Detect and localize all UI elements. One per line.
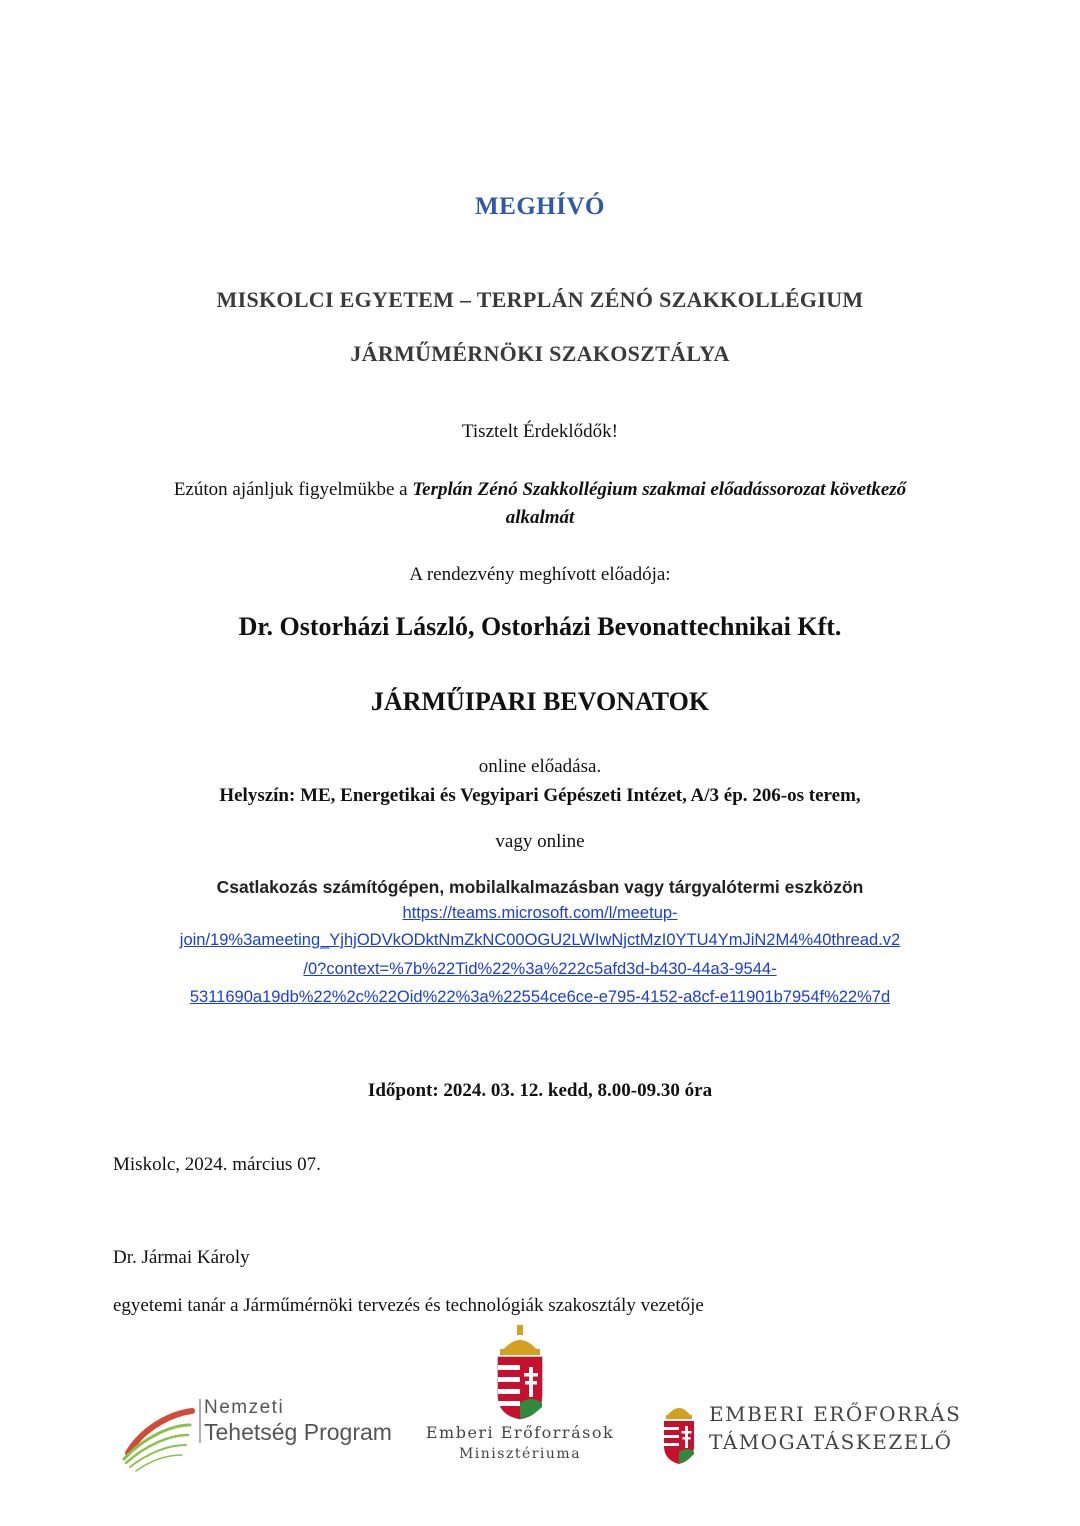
greeting: Tisztelt Érdeklődők! (461, 421, 619, 442)
ntp-swoosh-icon (120, 1395, 204, 1475)
document-title: MEGHÍVÓ (475, 193, 605, 220)
signer-role: egyetemi tanár a Járműmérnöki tervezés és technológiák szakosztály vezetője (113, 1295, 704, 1316)
online-note: online előadása. (478, 756, 602, 777)
intro-line-1 (0, 479, 1080, 501)
ntp-logo-line-1: Nemzeti (204, 1397, 285, 1418)
invited-speaker-label: A rendezvény meghívott előadója: (409, 564, 671, 585)
coat-of-arms-icon (490, 1325, 550, 1421)
intro-line-2 (0, 507, 1080, 529)
emmi-logo-line-1: Emberi Erőforrások (425, 1423, 615, 1442)
emet-logo (655, 1400, 985, 1470)
place-and-date: Miskolc, 2024. március 07. (113, 1154, 321, 1175)
intro-emphasis-2: alkalmát (505, 507, 575, 528)
organization-line-1: MISKOLCI EGYETEM – TERPLÁN ZÉNÓ SZAKKOLLÉGIUM (216, 287, 864, 312)
intro-emphasis: Terplán Zénó Szakkollégium szakmai előadássorozat következő (412, 479, 907, 500)
teams-link-line[interactable]: /0?context=%7b%22Tid%22%3a%222c5afd3d-b430-44a3-9544- (303, 960, 777, 978)
signer-name: Dr. Jármai Károly (113, 1247, 250, 1268)
intro-prefix: Ezúton ajánljuk figyelmükbe a (173, 479, 413, 500)
ntp-logo-line-2: Tehetség Program (204, 1419, 392, 1445)
emet-logo-line-1: EMBERI ERŐFORRÁS (709, 1402, 962, 1426)
emmi-logo (410, 1325, 630, 1475)
connect-label: Csatlakozás számítógépen, mobilalkalmazásban vagy tárgyalótermi eszközön (216, 877, 864, 897)
teams-link-line[interactable]: 5311690a19db%22%2c%22Oid%22%3a%22554ce6ce-e795-4152-a8cf-e11901b7954f%22%7d (189, 988, 891, 1006)
coat-of-arms-small-icon (659, 1400, 699, 1466)
teams-link-line[interactable]: join/19%3ameeting_YjhjODVkODktNmZkNC00OGU2LWIwNjctMzI0YTU4YmJiN2M4%40thread.v2 (179, 931, 901, 949)
ntp-logo (120, 1395, 410, 1475)
organization-line-2: JÁRMŰMÉRNÖKI SZAKOSZTÁLYA (350, 341, 730, 366)
venue: Helyszín: ME, Energetikai és Vegyipari Gépészeti Intézet, A/3 ép. 206-os terem, (219, 785, 861, 806)
emmi-logo-line-2: Minisztériuma (458, 1446, 582, 1462)
teams-link-line[interactable]: https://teams.microsoft.com/l/meetup- (402, 904, 678, 922)
lecture-topic: JÁRMŰIPARI BEVONATOK (370, 687, 710, 716)
speaker-name: Dr. Ostorházi László, Ostorházi Bevonattechnikai Kft. (238, 612, 842, 641)
emet-logo-line-2: TÁMOGATÁSKEZELŐ (709, 1430, 953, 1454)
or-online: vagy online (495, 831, 585, 852)
event-time: Időpont: 2024. 03. 12. kedd, 8.00-09.30 óra (367, 1080, 713, 1101)
